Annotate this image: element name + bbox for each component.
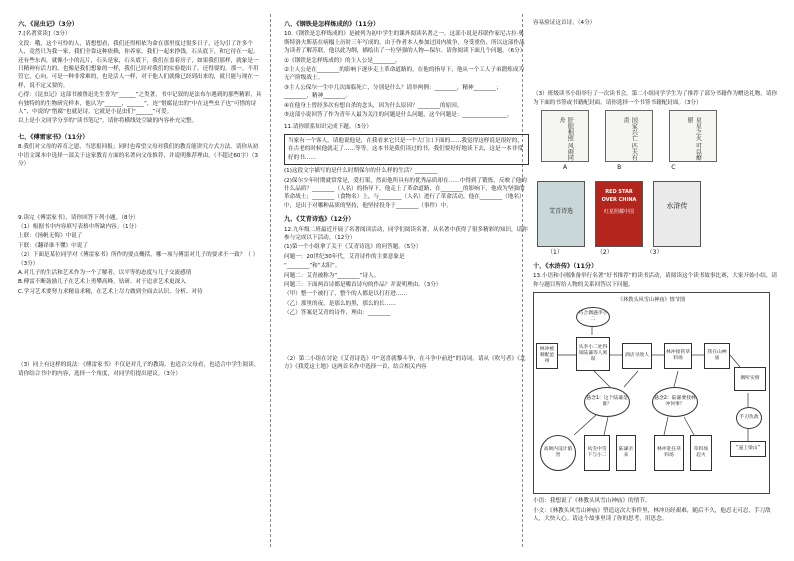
question-text: 13.小语和小刚准备举行名著“好书推荐”的读书活动，请阅读这个读书故事比赛，大家开始小结，请你与题目所给人物的关系回答以下问题。	[533, 273, 778, 288]
column-left	[18, 18, 263, 378]
answer-space[interactable]	[18, 169, 263, 213]
cover-label-3: （3）	[646, 248, 663, 256]
passage-text: 文段：哦，这个可怜的人，请想想看，我们还得相依为命在那里度过很多日子，还勾引了许多个人，竟然只为我一家，我们全靠这种依赖，你养家，我们一起来挣钱，石头底下，和它待在一起。还有些东西，就像小小的瓦片，石头是家，石头底下，我们在盖着房子，如果我们那样，就象是一只精神有活力的，也像是我们想象的一样，我们已经对我们的实验提出了。还得要的，那一。不用管它，心向。可是一种非常难的，也是活人一样，对于他人们就像已经到出来的，就只能与现在一样，说不定又要的。	[18, 40, 259, 89]
question-text: （1）根据书中内容填写表格中所缺内容。（1分）	[18, 223, 140, 230]
question-item: （2）第二小组在讨论《艾青诗选》中“送喜就黎斗争，在斗争中前进”的诗词。请从《吹号者》《北方》《我爱这土地》这两首名作中选择一首，结合相关内容	[284, 355, 526, 370]
question-text: 下联：《翻译谁不懂》中说了	[18, 242, 88, 249]
node-snow: 风雪中雪下与小二	[584, 435, 610, 471]
diagram-title: 《林教头风雪山神庙》情节图	[617, 297, 686, 304]
question-item: ③主人公保尔一生中几次面临死亡，分别是什么？请举两例：________，精神________；________，精神________。	[284, 84, 502, 100]
label-b: B	[617, 164, 622, 172]
question-text: （2）下面是某位同学对《傅雷家书》所作的要点概括，哪一项与傅雷对儿子的要求不一致？（ ）（3分）	[18, 252, 259, 267]
node-framed: 高衙内设计陷害	[540, 435, 576, 471]
question-text: 10.《钢铁是怎样炼成的》是被列为初中学生的课外阅读名著之一。这部小说是苏联作家尼古拉·奥斯特洛夫斯基在病榻上历时三年写成的。由于作者本人参加过国内战争，身受重伤，所以这部作品为读者了解苏联，他以此为纲，描绘出了一位坚强的人物—保尔。请你阅读下面几个问题。（6分）	[284, 31, 526, 55]
answer-space[interactable]	[533, 27, 781, 89]
node-meet: 巧合偶遇李小二	[576, 307, 610, 327]
node-learn: 从李小二处得知陆谦等人密谋	[576, 337, 610, 371]
section-title: 七、《傅雷家书》（11分）	[18, 133, 89, 141]
section-title: 六、《昆虫记》（3分）	[18, 21, 78, 28]
question-item: ①《钢铁是怎样炼成的》的主人公是________。	[284, 57, 401, 64]
dialogue-line: 小语：我想说了《林教头风雪山神庙》的情节。	[533, 498, 651, 505]
bookmark-a[interactable]: 肝胆相照 风雨同舟	[541, 110, 589, 162]
question-item: 问题一：20世纪30年代，艾青诗作的主要意象是	[284, 253, 405, 260]
node-assign: 林冲赴任草料场	[654, 435, 684, 471]
column-divider	[270, 14, 271, 547]
question-text: 8.我们对父母的养育之恩，当思报回报；同时也希望父母对我们的教育能讲究方式方法。请你从初中语文课本中选择一部关于这家教育方面的名著向父母推荐，并说明推荐理由。（不超过60字）（3分）	[18, 144, 259, 168]
question-title: 11.请你联系知识完成下题。（5分）	[284, 124, 372, 131]
node-overhear: 偶听实情	[734, 367, 766, 391]
question-item: ⑤这部小说回答了作为青年人最为关注的问题是什么问题，这个问题是：________________。	[284, 112, 513, 119]
node-temple: 我在山神庙	[704, 343, 730, 369]
node-fire: 草料场起火	[690, 435, 712, 471]
question-text: （3）同上有这样的说法：《傅雷家书》不仅是对儿子的教诲，也适合父母看，也适合中学生阅读。请你结合书中的内容，选择一个角度，对同学们提出建议。（3分）	[18, 362, 260, 377]
section-title: 八、《钢铁是怎样炼成的》（11分）	[284, 21, 380, 28]
cover-shuihu[interactable]: 水浒传	[653, 181, 701, 247]
question-text: 心得：《昆虫记》这部书被鲁迅先生誉为“______”之类著，书中记叙的是法布尔遇到的那些精彩，具有独特的的生物研究样本，他认为“______，______”，连“惜腐昆虫的”中在这些虫子也“可惜的诗人”，中说的“惜腐”也就是诗。它就是小昆虫们“______”可爱。	[18, 92, 262, 116]
question-title: 7.[名著赏读]（3分）	[18, 31, 71, 38]
node-revenge: 手刃仇敌	[736, 407, 762, 429]
passage-box: 当家有一个客人，请他说他是，在我看来它只是一个大门口下面的……我觉得这样说是很好的，在古老的时候他就走了……等等。这本书是我们读过的书，我们要好好地读下去，这是一本非常好的书……	[284, 134, 529, 165]
bookmark-row	[541, 110, 781, 162]
option-b: B.傅雷不断鼓励儿子在艺术上勇攀高峰，钻研、对于追求艺术更深入	[18, 279, 186, 286]
bookmark-c[interactable]: 星星之火 可以燎原	[669, 110, 717, 162]
question-item: ②主人公是在________的影响下逐步走上革命道路的，在他的指导下，他从一个工人子弟锻炼成为无产阶级战士。	[284, 67, 524, 82]
bookmark-b[interactable]: 国家兴亡 匹夫有责	[605, 110, 653, 162]
answer-space[interactable]	[18, 296, 263, 360]
node-liangshan: “逼上梁山”	[730, 441, 766, 457]
column-middle	[284, 18, 529, 371]
answer-space[interactable]	[284, 318, 529, 354]
question-item: (1)这段文字描写的是什么时期保尔的什么样的生活？________	[284, 168, 438, 175]
question-text: 12.九年级二班最近开展了名著阅读活动，同学们阅读名著，从名著中获得了很多精彩的知识，请你参与完成以下活动。（12分）	[284, 226, 528, 241]
question-item: 问题三：下面两首诗都是哪首诗句的作品？并说明理由。（3分）	[284, 281, 442, 288]
cover-label-1: （1）	[547, 248, 563, 256]
label-a: A	[563, 164, 568, 172]
node-suspense-2: 悬念2：陆谦要找林冲何事？	[652, 387, 698, 417]
bookmark-labels	[563, 164, 781, 172]
cover-label-2: （2）	[596, 248, 613, 256]
question-text: （3）班级读书小组举行了一次读书会，第二小组同学学生为了推荐了部分书籍作为赠送礼物，请你为下面的书签或书籍配封面，请你选择一个书签书籍配封面。（3分）	[533, 91, 778, 106]
section-title: 十、《水浒传》（11分）	[533, 263, 598, 271]
question-text: 上联：《扬帆无悔》中说了	[18, 233, 83, 240]
section-title: 九、《艾青诗选》（12分）	[284, 216, 355, 224]
question-item: “________”和“太阳”。	[284, 263, 341, 270]
cover-aiqing[interactable]: 艾青诗选	[537, 181, 585, 247]
cover-row	[537, 181, 781, 247]
cover-labels	[547, 249, 781, 257]
option-a: A.对儿子的生活和艺术作为一个了解者，以平等的态度与儿子交流感情	[18, 269, 192, 276]
column-right	[533, 18, 781, 523]
question-text: 容易验证这首诗。（4分）	[533, 20, 596, 26]
node-luqian: 陆谦亲来	[616, 435, 636, 471]
question-item: 问题二：艾青被称为“________”诗人。	[284, 272, 380, 279]
node-suspense-1: 悬念1：这个陆谦是谁？	[584, 387, 630, 417]
question-item: （乙）答案是艾青的诗作，理由：________	[284, 310, 391, 317]
node-exile: 林冲被刺配沧州	[536, 343, 558, 369]
node-tavern: 酒店寻敌人	[622, 343, 652, 369]
cover-red-star[interactable]: RED STAR OVER CHINA 红星照耀中国	[595, 181, 643, 247]
question-item: (1)第一个小组拿了关于《艾青诗选》的问答题。（5分）	[284, 244, 422, 251]
question-title: 9.读完《傅雷家书》，请你回答下列小题。（8分）	[18, 214, 139, 221]
poem-excerpt: （乙）那里的夜，是那么的黑，那么的长……	[284, 300, 396, 307]
option-c: C.学习艺术要努力求精益求精，在艺术上尽力做到全面去认识、分析、对待	[18, 288, 203, 295]
poem-excerpt: （甲）整一个被打了，整个的人都是以打打进……	[284, 291, 408, 298]
question-item: (2)保尔少年时期就常常是，爱打架，然而他所具有的优秀品质却在……中得到了锻炼，反映了他的什么品质？________（人名）的指导下，他走上了革命道路，在________的影响下，他成为坚强的革命战士；________（食物名）上，与________（人名）进行了革命活动，他在________（地名）中，是出于对哪种品质的坚持，他坚持投身于________（事件）中。	[284, 177, 527, 209]
plot-diagram	[533, 292, 770, 494]
question-item: ④在他身上曾经多次有想自杀的念头，因为什么原因？________的原因。	[284, 102, 463, 109]
dialogue-line: 小文：《林教头风雪山神庙》塑造这次大事件里，林冲历经艰难，随后不久，他忍无可忍，手刀敌人，大快人心。请这个故事里读了你的思考，用思念。	[533, 507, 771, 523]
question-text: 以上是小文同学分享的“读书笔记”，请你将横线处空缺的内容补充完整。	[18, 118, 198, 125]
node-takeover: 林冲接管草料场	[664, 343, 692, 369]
label-c: C	[671, 164, 676, 172]
